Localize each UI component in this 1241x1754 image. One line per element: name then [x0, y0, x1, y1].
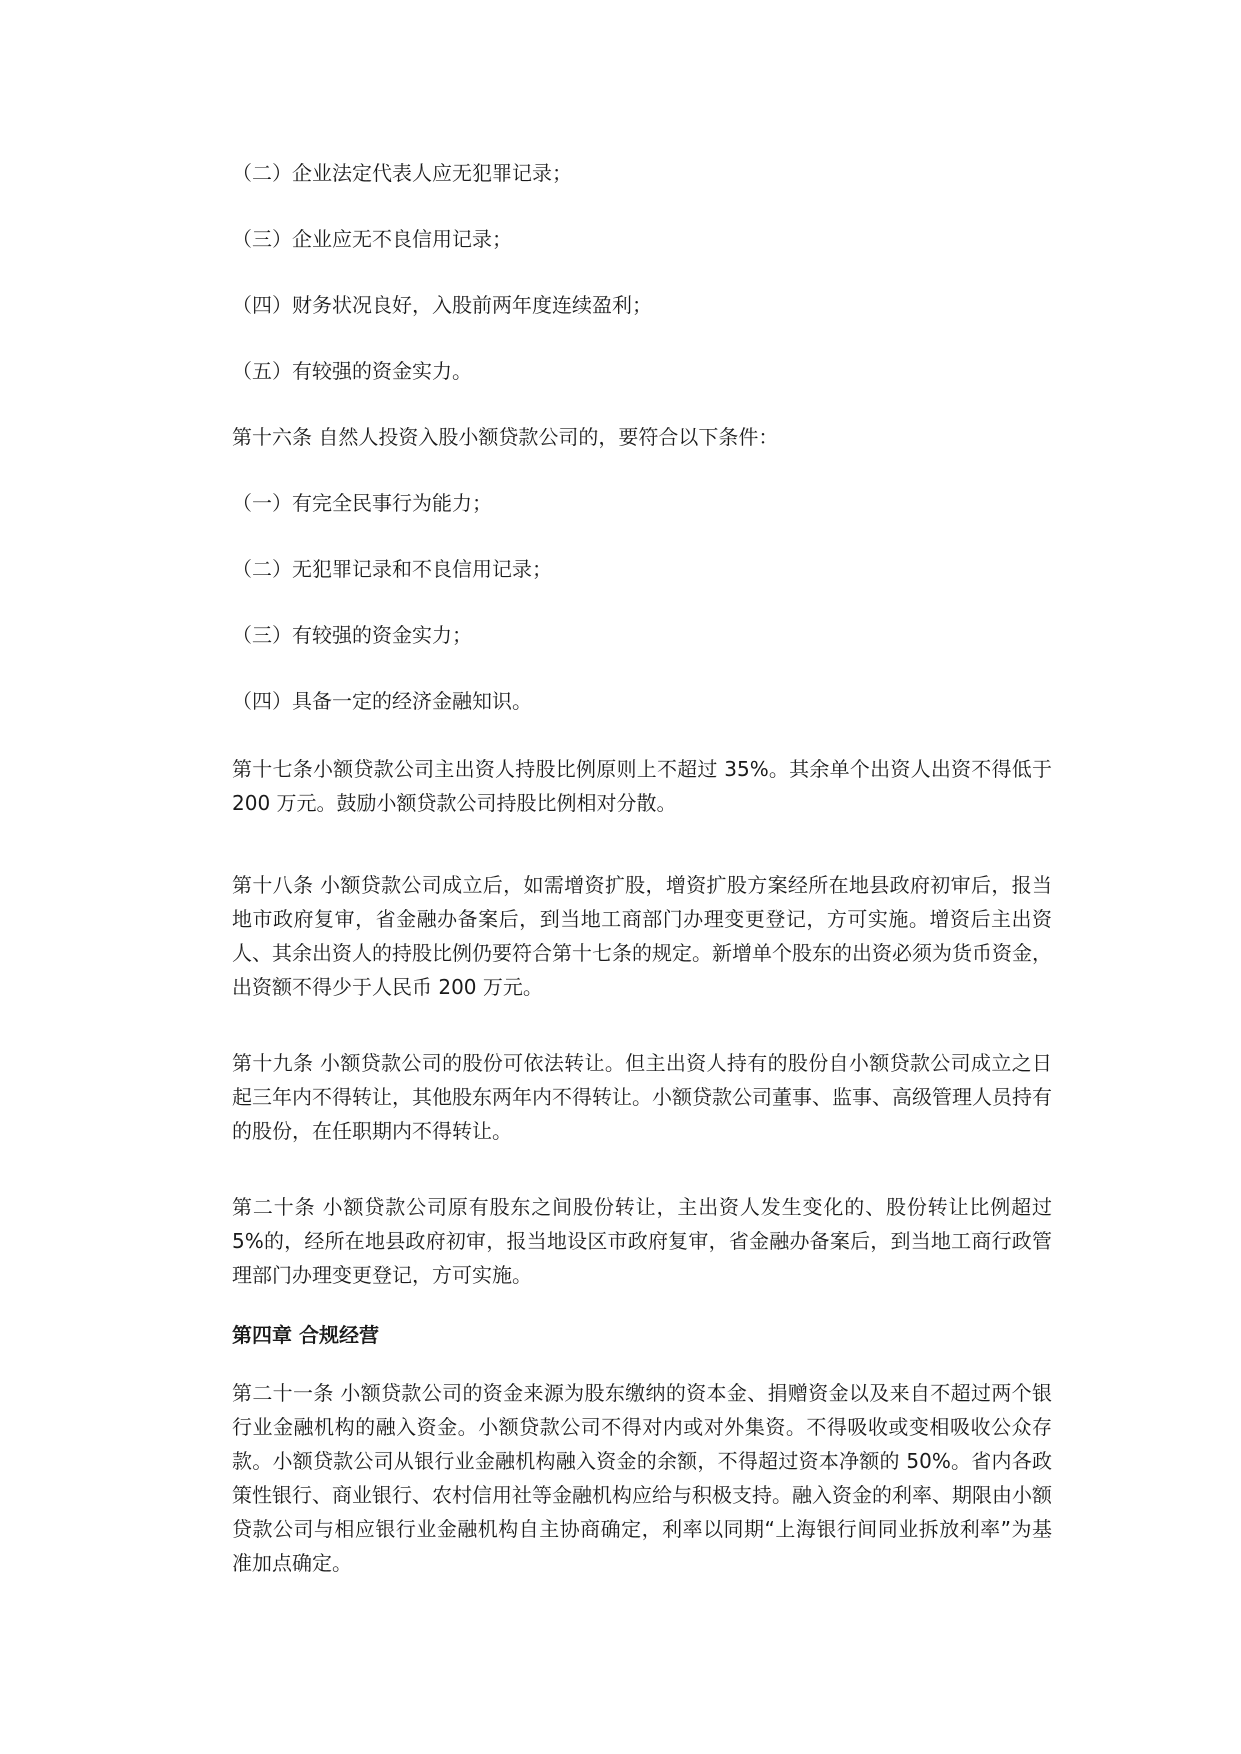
condition-item: （二）企业法定代表人应无犯罪记录；	[232, 161, 572, 185]
condition-item: （四）财务状况良好，入股前两年度连续盈利；	[232, 293, 652, 317]
article-19: 第十九条 小额贷款公司的股份可依法转让。但主出资人持有的股份自小额贷款公司成立之日起三年内不得转让，其他股东两年内不得转让。小额贷款公司董事、监事、高级管理人员持有的股份，在任职期内不得转让。	[232, 1051, 1052, 1143]
condition-item: （二）无犯罪记录和不良信用记录；	[232, 557, 552, 581]
condition-item: （四）具备一定的经济金融知识。	[232, 689, 532, 713]
article-17: 第十七条小额贷款公司主出资人持股比例原则上不超过 35%。其余单个出资人出资不得低于 200 万元。鼓励小额贷款公司持股比例相对分散。	[232, 757, 1052, 815]
article-21: 第二十一条 小额贷款公司的资金来源为股东缴纳的资本金、捐赠资金以及来自不超过两个银行业金融机构的融入资金。小额贷款公司不得对内或对外集资。不得吸收或变相吸收公众存款。小额贷款公司从银行业金融机构融入资金的余额，不得超过资本净额的 50%。省内各政策性银行、商业银行、农村信用社等金融机构应给与积极支持。融入资金的利率、期限由小额贷款公司与相应银行业金融机构自主协商确定，利率以同期“上海银行间同业拆放利率”为基准加点确定。	[232, 1381, 1052, 1575]
chapter-heading: 第四章 合规经营	[232, 1323, 379, 1347]
condition-item: （五）有较强的资金实力。	[232, 359, 472, 383]
condition-item: （一）有完全民事行为能力；	[232, 491, 492, 515]
article-16: 第十六条 自然人投资入股小额贷款公司的，要符合以下条件：	[232, 425, 779, 449]
condition-item: （三）有较强的资金实力；	[232, 623, 472, 647]
article-20: 第二十条 小额贷款公司原有股东之间股份转让，主出资人发生变化的、股份转让比例超过 5%的，经所在地县政府初审，报当地设区市政府复审，省金融办备案后，到当地工商行政管理部门办理变更登记，方可实施。	[232, 1195, 1052, 1287]
article-18: 第十八条 小额贷款公司成立后，如需增资扩股，增资扩股方案经所在地县政府初审后，报当地市政府复审，省金融办备案后，到当地工商部门办理变更登记，方可实施。增资后主出资人、其余出资人的持股比例仍要符合第十七条的规定。新增单个股东的出资必须为货币资金，出资额不得少于人民币 200 万元。	[232, 873, 1052, 999]
condition-item: （三）企业应无不良信用记录；	[232, 227, 512, 251]
